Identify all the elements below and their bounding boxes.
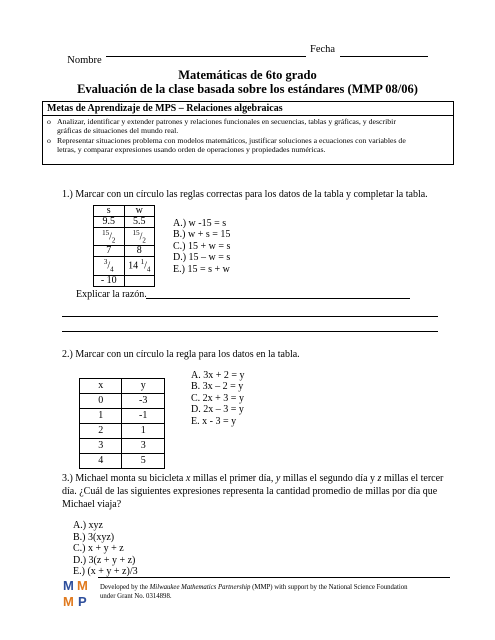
page-title: Matemáticas de 6to grado — [178, 68, 317, 82]
name-label: Nombre — [67, 55, 102, 66]
header — [62, 44, 102, 66]
footer-credit: Developed by the Milwaukee Mathematics Partnership (MMP) with support by the National Science Foundation under Grant No. 0314898. — [100, 584, 408, 600]
date-label: Fecha — [310, 44, 336, 55]
answer-option[interactable]: D.) 3(z + y + z) — [73, 554, 136, 566]
name-blank[interactable] — [106, 56, 306, 57]
q2-table — [79, 378, 165, 469]
table-cell: - 10 — [94, 275, 125, 286]
goal-item-cont: letras, y comparar expresiones usando orden de operaciones y propiedades numéricas. — [57, 145, 326, 155]
answer-option[interactable]: E.) (x + y + z)/3 — [73, 566, 138, 578]
answer-option[interactable]: D. 2x – 3 = y — [191, 404, 244, 416]
q3-options — [73, 520, 138, 578]
answer-option[interactable]: D.) 15 – w = s — [173, 252, 231, 264]
table-cell: 2 — [80, 424, 122, 439]
bullet-icon: o — [47, 135, 51, 145]
table-header: s — [94, 206, 125, 217]
table-cell: 0 — [80, 394, 122, 409]
table-cell: 5 — [122, 454, 165, 469]
answer-option[interactable]: E. x - 3 = y — [191, 415, 237, 427]
goal-item: o Analizar, identificar y extender patrones y relaciones funcionales en secuencias, tablas y gráficas, y describir — [47, 117, 396, 126]
answer-line[interactable] — [146, 298, 410, 299]
table-header: y — [122, 379, 165, 394]
table-cell-fraction: $^{15}/_2$ — [94, 228, 125, 246]
goals-heading: Metas de Aprendizaje de MPS – Relaciones algebraicas — [43, 102, 453, 116]
answer-option[interactable]: B.) 3(xyz) — [73, 531, 115, 543]
question-2-prompt: 2.) Marcar con un círculo la regla para los datos en la tabla. — [62, 349, 300, 360]
answer-line[interactable] — [62, 316, 438, 317]
table-cell: 7 — [94, 246, 125, 257]
table-cell: 4 — [80, 454, 122, 469]
table-cell: -1 — [122, 409, 165, 424]
answer-option[interactable]: B.) w + s = 15 — [173, 229, 231, 241]
table-header: x — [80, 379, 122, 394]
answer-option[interactable]: A. 3x + 2 = y — [191, 370, 245, 381]
answer-option[interactable]: C.) 15 + w = s — [173, 240, 231, 252]
date-blank[interactable] — [340, 56, 428, 57]
footer-divider — [98, 577, 450, 578]
table-cell: 9.5 — [94, 217, 125, 228]
svg-text:M: M — [63, 594, 74, 608]
table-cell: 3 — [122, 439, 165, 454]
q1-table — [93, 205, 155, 287]
q2-options — [191, 370, 245, 427]
table-cell-fraction: $^{15}/_2$ — [124, 228, 155, 246]
table-cell-blank[interactable] — [124, 275, 155, 286]
question-1-prompt: 1.) Marcar con un círculo las reglas correctas para los datos de la tabla y completar la tabla. — [62, 189, 428, 200]
mmp-logo — [62, 578, 92, 608]
answer-line[interactable] — [62, 331, 438, 332]
answer-option[interactable]: E.) 15 = s + w — [173, 263, 230, 275]
svg-text:M: M — [63, 578, 74, 593]
svg-text:M: M — [77, 578, 88, 593]
table-cell: 3 — [80, 439, 122, 454]
explain-label: Explicar la razón. — [76, 289, 147, 300]
table-cell: 8 — [124, 246, 155, 257]
answer-option[interactable]: C.) x + y + z — [73, 543, 124, 555]
table-cell-fraction: $^3/_4$ — [94, 257, 125, 275]
svg-text:P: P — [78, 594, 87, 608]
answer-option[interactable]: A.) w -15 = s — [173, 218, 227, 229]
answer-option[interactable]: B. 3x – 2 = y — [191, 381, 244, 393]
q1-options — [173, 218, 230, 275]
answer-option[interactable]: A.) xyz — [73, 520, 103, 531]
table-cell: 5.5 — [124, 217, 155, 228]
table-header: w — [124, 206, 155, 217]
learning-goals-box — [42, 101, 454, 165]
table-cell: 1 — [80, 409, 122, 424]
goal-item: o Representar situaciones problema con modelos matemáticos, justificar soluciones a ecuaciones con variables de — [47, 135, 406, 145]
question-3-prompt: 3.) Michael monta su bicicleta x millas el primer día, y millas el segundo día y z millas el tercer día. ¿Cuál de las siguientes expresiones representa la cantidad promedio de millas por día que Michael viaja? — [62, 473, 444, 510]
table-cell-mixed: 14 $^1/_4$ — [124, 257, 155, 275]
table-cell: -3 — [122, 394, 165, 409]
goal-item-cont: gráficas de situaciones del mundo real. — [57, 126, 179, 136]
table-cell: 1 — [122, 424, 165, 439]
answer-option[interactable]: C. 2x + 3 = y — [191, 392, 244, 404]
page-subtitle: Evaluación de la clase basada sobre los estándares (MMP 08/06) — [77, 82, 418, 96]
bullet-icon: o — [47, 117, 51, 126]
